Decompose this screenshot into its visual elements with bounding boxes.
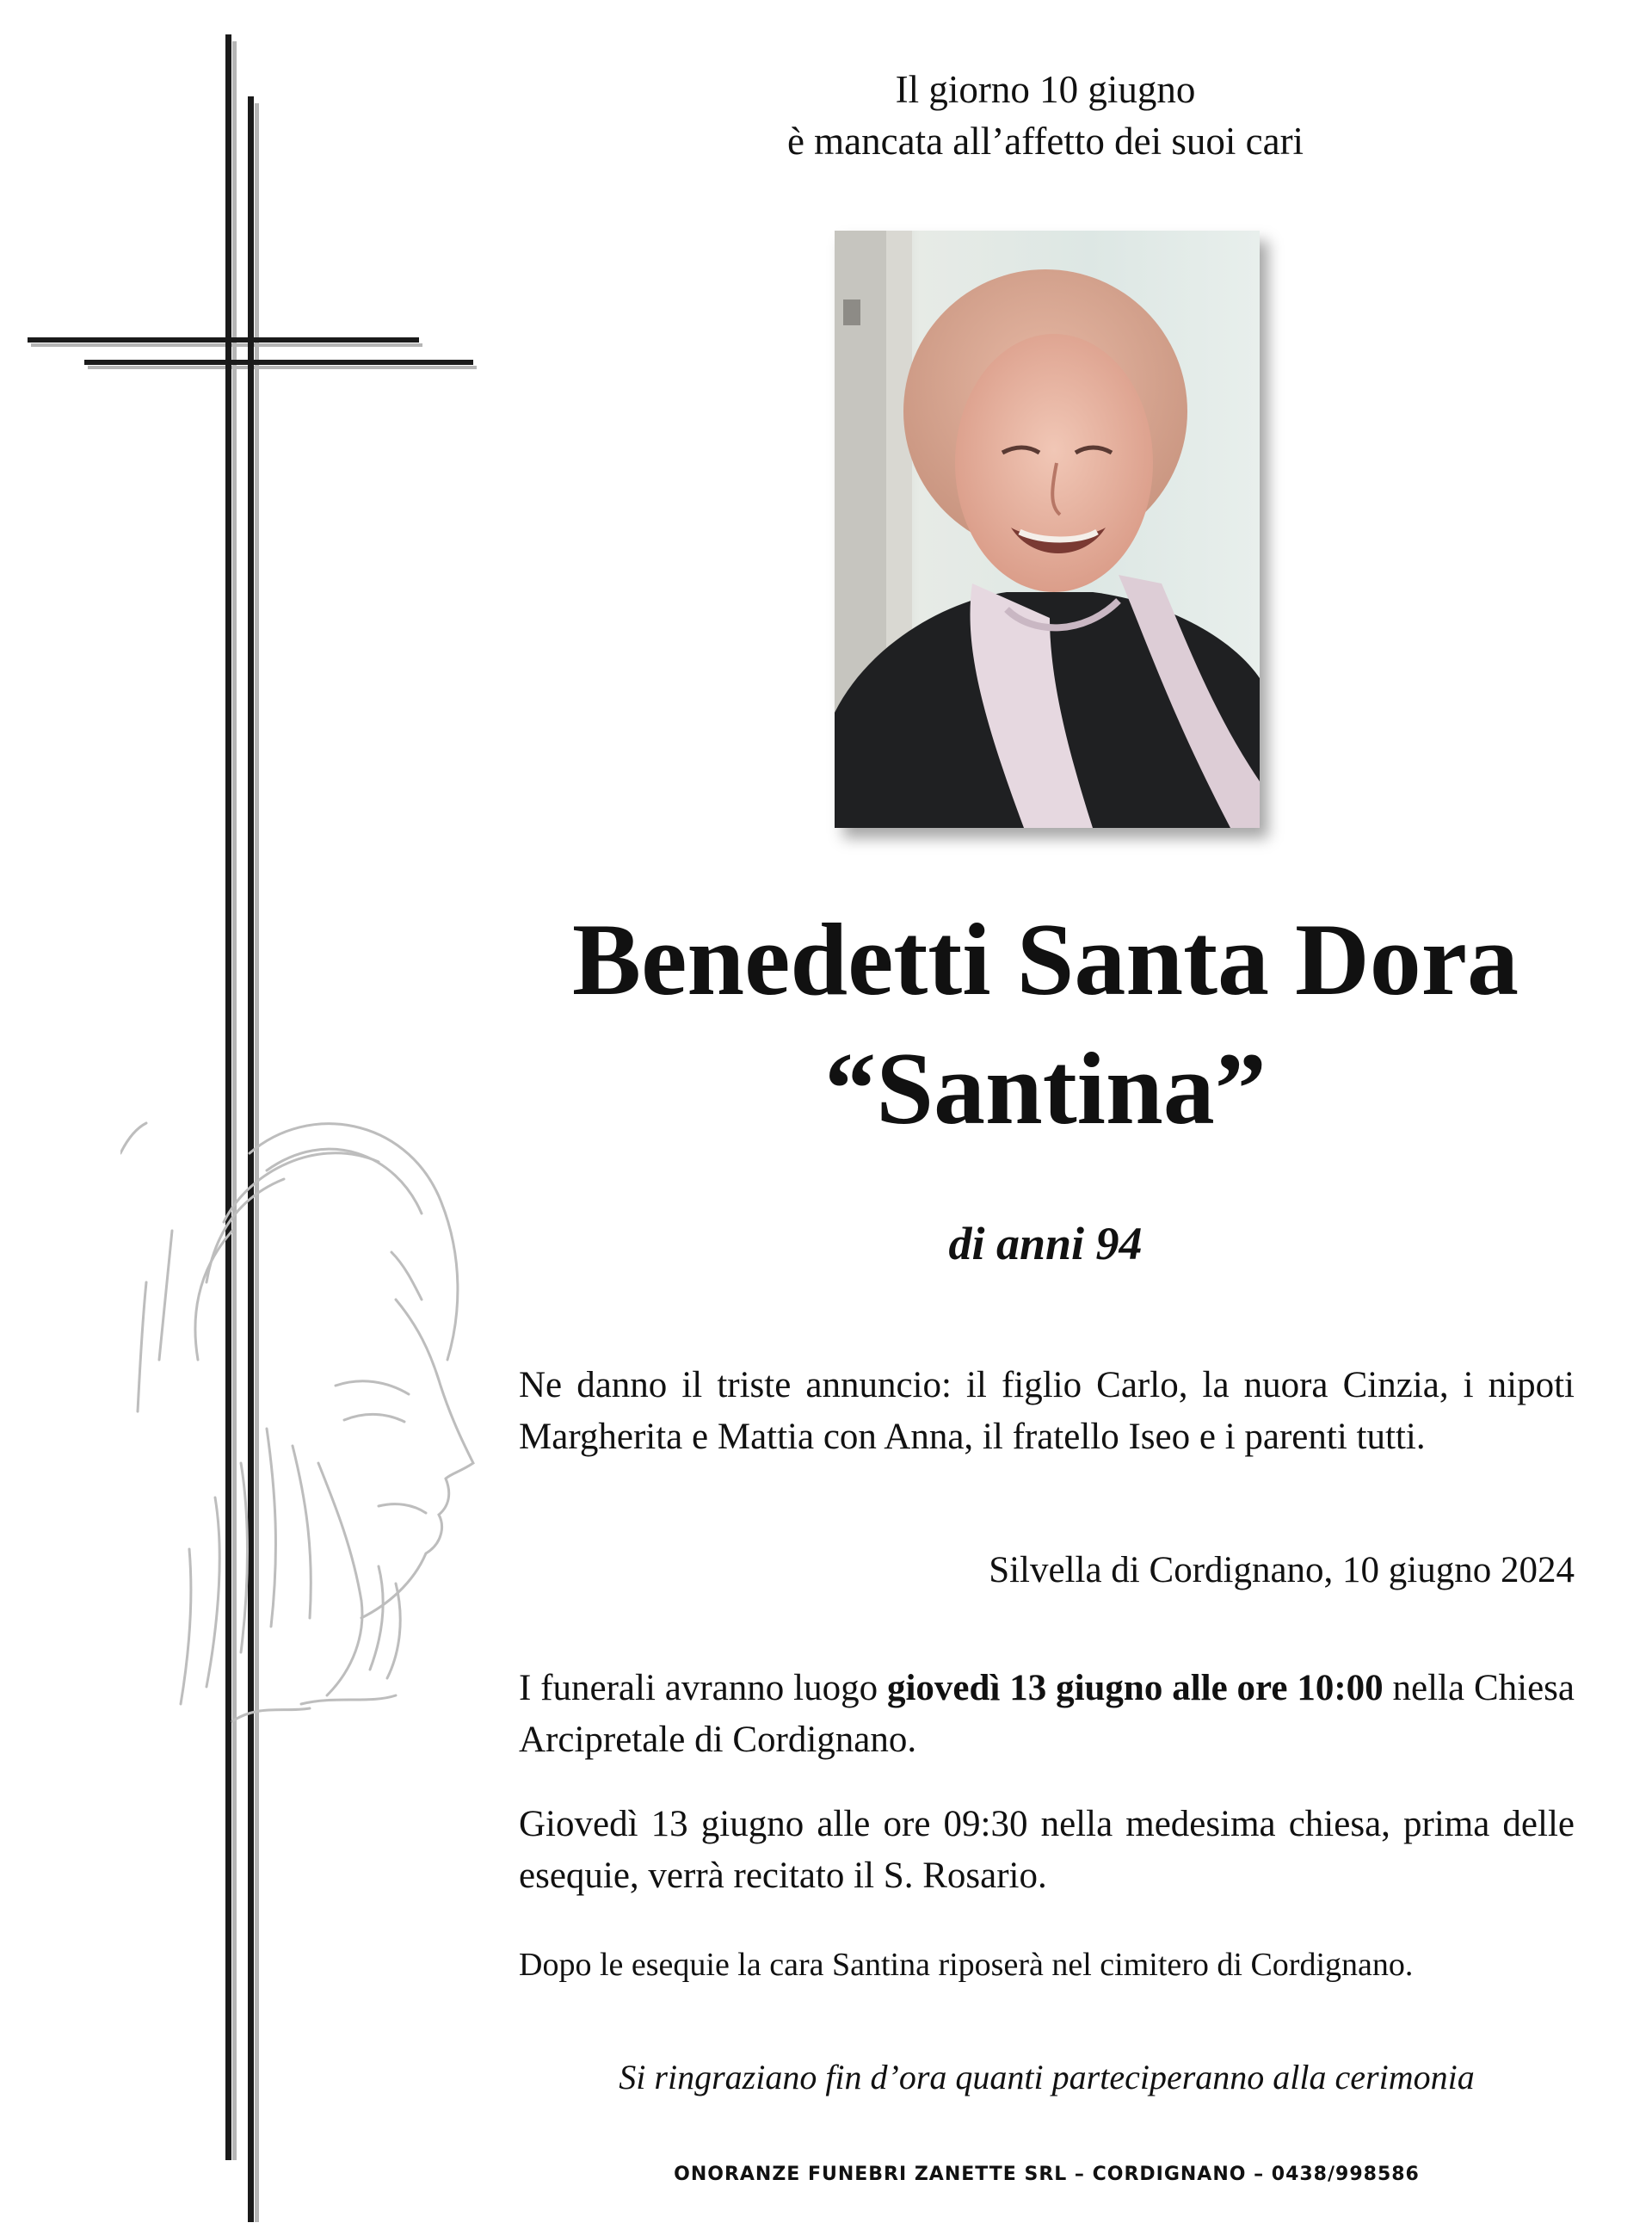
deceased-age: di anni 94	[948, 1218, 1143, 1269]
funeral-datetime: giovedì 13 giugno alle ore 10:00	[886, 1668, 1384, 1708]
burial-info: Dopo le esequie la cara Santina riposerà nel cimitero di Cordignano.	[519, 1947, 1414, 1983]
intro-line-1: Il giorno 10 giugno	[895, 68, 1196, 111]
announcement-text: Ne danno il triste annuncio: il figlio Carlo, la nuora Cinzia, i nipoti Margherita e Mattia con Anna, il fratello Iseo e i parenti tutti.	[519, 1365, 1575, 1457]
funeral-info-post: nella Chiesa Arcipretale di Cordignano.	[519, 1668, 1575, 1760]
funeral-home-footer: ONORANZE FUNEBRI ZANETTE SRL – CORDIGNANO – 0438/998586	[674, 2164, 1420, 2185]
portrait-photo	[835, 231, 1260, 828]
deceased-name: Benedetti Santa Dora	[572, 902, 1519, 1016]
rosary-info: Giovedì 13 giugno alle ore 09:30 nella medesima chiesa, prima delle esequie, verrà recitato il S. Rosario.	[519, 1804, 1575, 1896]
funeral-info	[519, 1663, 1575, 1766]
intro-line-2: è mancata all’affetto dei suoi cari	[786, 120, 1304, 163]
christ-face-sketch	[120, 1102, 490, 1738]
thanks-text: Si ringraziano fin d’ora quanti parteciperanno alla cerimonia	[619, 2058, 1475, 2096]
funeral-info-pre: I funerali avranno luogo	[519, 1668, 887, 1708]
deceased-nickname: “Santina”	[824, 1031, 1267, 1145]
intro-text	[654, 64, 1437, 167]
place-date: Silvella di Cordignano, 10 giugno 2024	[989, 1550, 1575, 1590]
